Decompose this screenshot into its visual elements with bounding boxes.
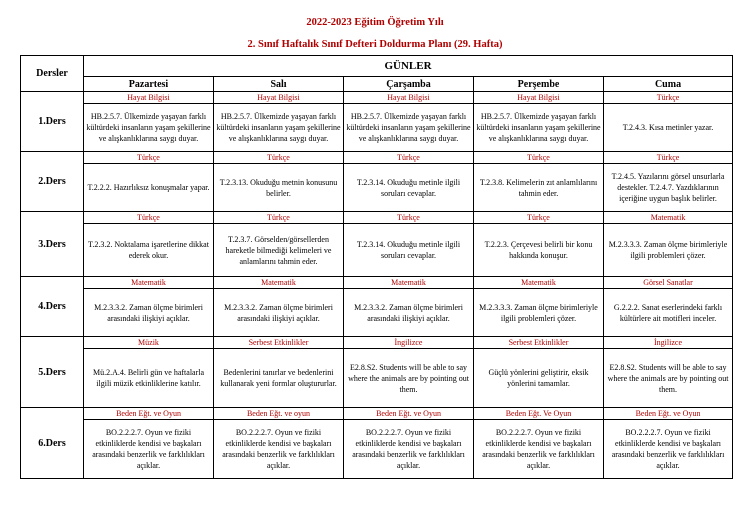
content-cell: M.2.3.3.3. Zaman ölçme birimleriyle ilgili problemleri çözer. [604, 224, 733, 277]
subject-cell: Türkçe [84, 212, 214, 224]
content-cell: T.2.3.7. Görselden/görsellerden hareketle bilmediği kelimeleri ve anlamlarını tahmin eder. [214, 224, 344, 277]
content-cell: BO.2.2.2.7. Oyun ve fiziki etkinliklerde kendisi ve başkaları arasındaki benzerlik ve farklılıkları açıklar. [214, 420, 344, 479]
subject-cell: Beden Eğt. ve Oyun [344, 408, 474, 420]
content-cell: HB.2.5.7. Ülkemizde yaşayan farklı kültürdeki insanların yaşam şekillerine ve alışkanlıklarına saygı duyar. [84, 104, 214, 152]
content-cell: T.2.2.3. Çerçevesi belirli bir konu hakkında konuşur. [474, 224, 604, 277]
subject-cell: Türkçe [604, 92, 733, 104]
subject-cell: Hayat Bilgisi [344, 92, 474, 104]
subject-row [21, 277, 733, 289]
content-cell: BO.2.2.2.7. Oyun ve fiziki etkinliklerde kendisi ve başkaları arasındaki benzerlik ve farklılıkları açıklar. [84, 420, 214, 479]
content-cell: T.2.2.2. Hazırlıksız konuşmalar yapar. [84, 164, 214, 212]
content-cell: T.2.3.2. Noktalama işaretlerine dikkat ederek okur. [84, 224, 214, 277]
content-row [21, 289, 733, 337]
header-dersler: Dersler [21, 56, 84, 92]
content-cell: G.2.2.2. Sanat eserlerindeki farklı kültürlere ait motifleri inceler. [604, 289, 733, 337]
lesson-label: 5.Ders [21, 337, 84, 408]
subject-cell: Türkçe [344, 212, 474, 224]
subject-cell: Türkçe [604, 152, 733, 164]
content-cell: M.2.3.3.2. Zaman ölçme birimleri arasındaki ilişkiyi açıklar. [344, 289, 474, 337]
subject-cell: Serbest Etkinlikler [474, 337, 604, 349]
lesson-label: 1.Ders [21, 92, 84, 152]
subject-cell: Matematik [344, 277, 474, 289]
lesson-label: 4.Ders [21, 277, 84, 337]
subject-cell: Matematik [604, 212, 733, 224]
weekly-plan-table [20, 55, 733, 479]
subject-cell: Türkçe [474, 152, 604, 164]
subject-cell: Türkçe [84, 152, 214, 164]
content-row [21, 224, 733, 277]
content-cell: T.2.3.13. Okuduğu metnin konusunu belirler. [214, 164, 344, 212]
content-cell: BO.2.2.2.7. Oyun ve fiziki etkinliklerde kendisi ve başkaları arasındaki benzerlik ve farklılıkları açıklar. [344, 420, 474, 479]
subject-cell: Beden Eğt. ve Oyun [604, 408, 733, 420]
day-header-row [21, 77, 733, 92]
content-cell: M.2.3.3.3. Zaman ölçme birimleriyle ilgili problemleri çözer. [474, 289, 604, 337]
day-header-pazartesi: Pazartesi [84, 77, 214, 92]
content-cell: T.2.3.14. Okuduğu metinle ilgili soruları cevaplar. [344, 224, 474, 277]
content-row [21, 420, 733, 479]
subject-row [21, 92, 733, 104]
day-header-sali: Salı [214, 77, 344, 92]
content-cell: HB.2.5.7. Ülkemizde yaşayan farklı kültürdeki insanların yaşam şekillerine ve alışkanlıklarına saygı duyar. [474, 104, 604, 152]
header-gunler: GÜNLER [84, 56, 733, 77]
subject-cell: Matematik [474, 277, 604, 289]
content-row [21, 164, 733, 212]
day-header-persembe: Perşembe [474, 77, 604, 92]
subject-cell: Türkçe [344, 152, 474, 164]
document-subtitle: 2. Sınıf Haftalık Sınıf Defteri Doldurma Planı (29. Hafta) [247, 39, 503, 50]
content-cell: T.2.4.5. Yazılarını görsel unsurlarla destekler. T.2.4.7. Yazdıklarının içeriğine uygun başlık belirler. [604, 164, 733, 212]
content-cell: T.2.3.14. Okuduğu metinle ilgili soruları cevaplar. [344, 164, 474, 212]
content-cell: HB.2.5.7. Ülkemizde yaşayan farklı kültürdeki insanların yaşam şekillerine ve alışkanlıklarına saygı duyar. [344, 104, 474, 152]
content-cell: E2.8.S2. Students will be able to say where the animals are by pointing out them. [344, 349, 474, 408]
subject-cell: Hayat Bilgisi [474, 92, 604, 104]
content-cell: HB.2.5.7. Ülkemizde yaşayan farklı kültürdeki insanların yaşam şekillerine ve alışkanlıklarına saygı duyar. [214, 104, 344, 152]
subject-cell: Beden Eğt. ve Oyun [84, 408, 214, 420]
day-header-carsamba: Çarşamba [344, 77, 474, 92]
subject-row [21, 337, 733, 349]
document-title: 2022-2023 Eğitim Öğretim Yılı [306, 17, 444, 28]
subject-cell: Serbest Etkinlikler [214, 337, 344, 349]
subject-cell: Matematik [84, 277, 214, 289]
content-cell: BO.2.2.2.7. Oyun ve fiziki etkinliklerde kendisi ve başkaları arasındaki benzerlik ve farklılıkları açıklar. [604, 420, 733, 479]
subject-row [21, 212, 733, 224]
subject-cell: Türkçe [214, 152, 344, 164]
lesson-label: 3.Ders [21, 212, 84, 277]
content-cell: E2.8.S2. Students will be able to say where the animals are by pointing out them. [604, 349, 733, 408]
subject-row [21, 408, 733, 420]
content-cell: T.2.3.8. Kelimelerin zıt anlamlılarını tahmin eder. [474, 164, 604, 212]
subject-cell: Beden Eğt. ve oyun [214, 408, 344, 420]
content-cell: Mü.2.A.4. Belirli gün ve haftalarla ilgili müzik etkinliklerine katılır. [84, 349, 214, 408]
subject-row [21, 152, 733, 164]
subject-cell: Müzik [84, 337, 214, 349]
lesson-label: 2.Ders [21, 152, 84, 212]
content-cell: M.2.3.3.2. Zaman ölçme birimleri arasındaki ilişkiyi açıklar. [84, 289, 214, 337]
content-row [21, 349, 733, 408]
content-cell: M.2.3.3.2. Zaman ölçme birimleri arasındaki ilişkiyi açıklar. [214, 289, 344, 337]
subject-cell: İngilizce [344, 337, 474, 349]
day-header-cuma: Cuma [604, 77, 733, 92]
subject-cell: Türkçe [474, 212, 604, 224]
content-cell: BO.2.2.2.7. Oyun ve fiziki etkinliklerde kendisi ve başkaları arasındaki benzerlik ve farklılıkları açıklar. [474, 420, 604, 479]
content-cell: Bedenlerini tanırlar ve bedenlerini kullanarak yeni formlar oluştururlar. [214, 349, 344, 408]
content-cell: T.2.4.3. Kısa metinler yazar. [604, 104, 733, 152]
subject-cell: Türkçe [214, 212, 344, 224]
subject-cell: Matematik [214, 277, 344, 289]
subject-cell: Beden Eğt. Ve Oyun [474, 408, 604, 420]
subject-cell: İngilizce [604, 337, 733, 349]
content-row [21, 104, 733, 152]
lesson-label: 6.Ders [21, 408, 84, 479]
content-cell: Güçlü yönlerini geliştirir, eksik yönlerini tamamlar. [474, 349, 604, 408]
subject-cell: Görsel Sanatlar [604, 277, 733, 289]
subject-cell: Hayat Bilgisi [214, 92, 344, 104]
subject-cell: Hayat Bilgisi [84, 92, 214, 104]
